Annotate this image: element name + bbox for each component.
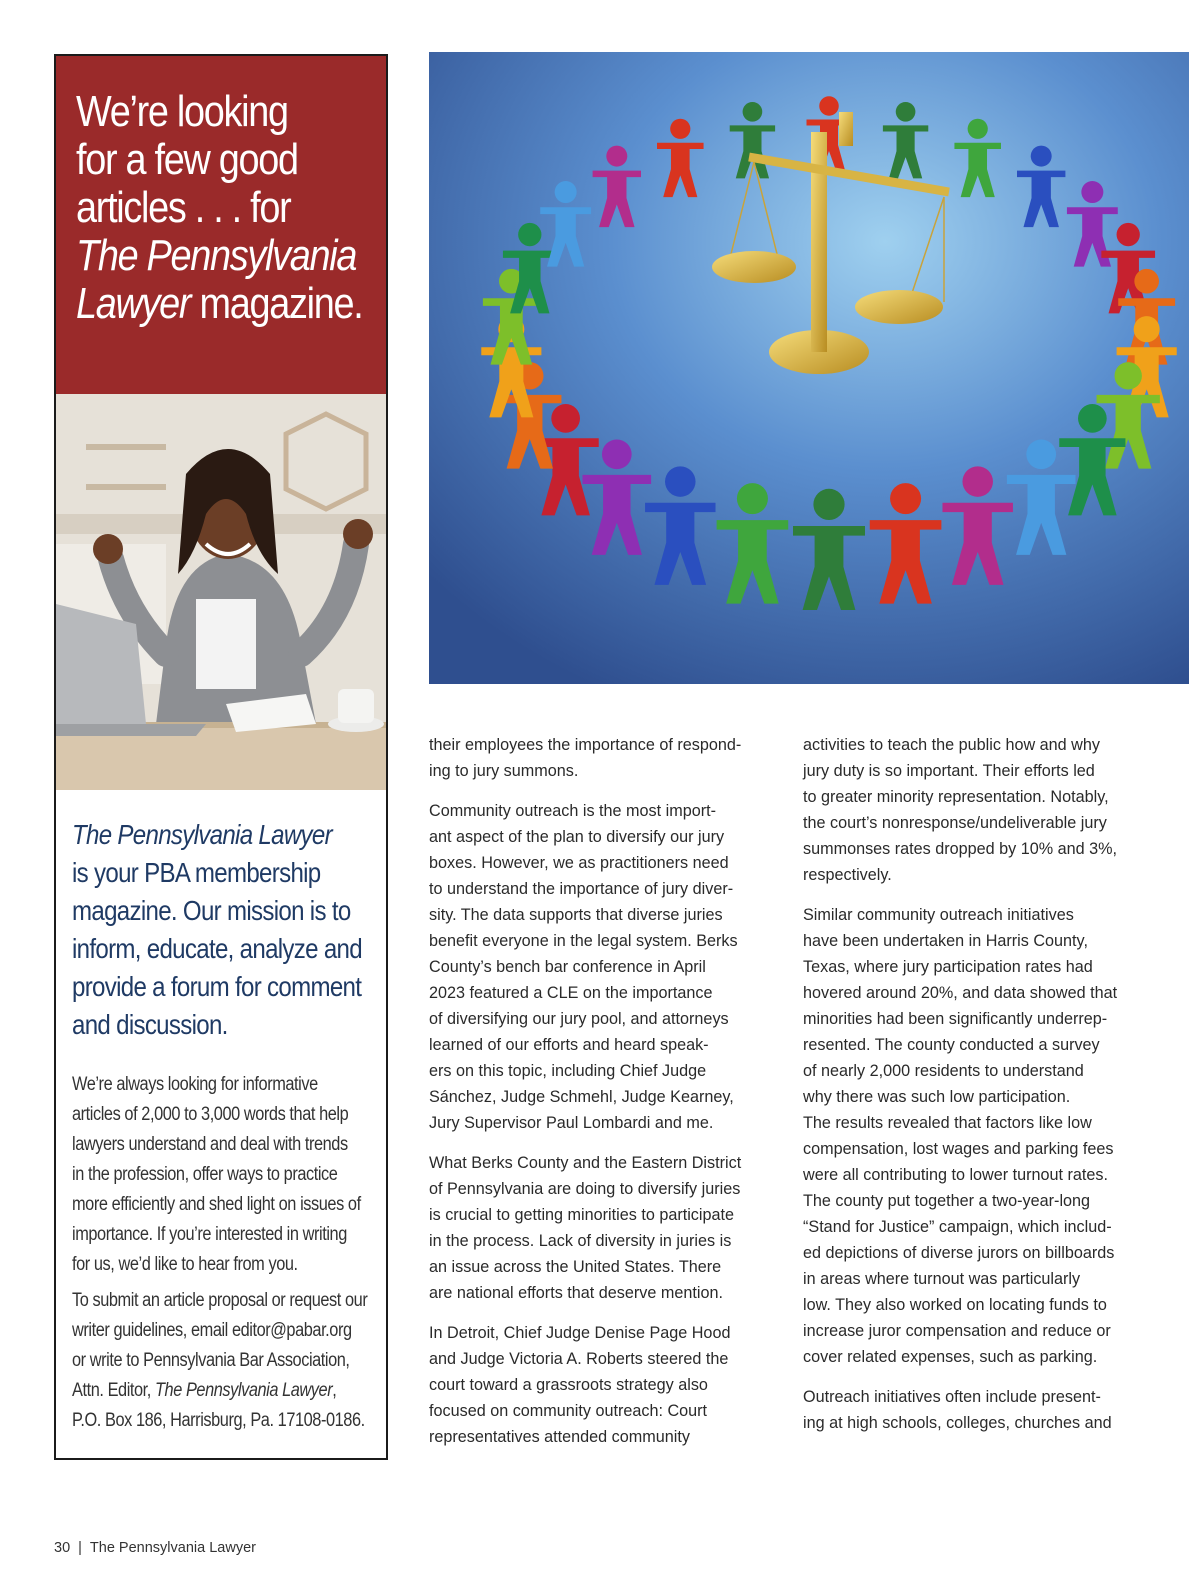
lead-line: and discussion. — [72, 1009, 228, 1040]
text-line: compensation, lost wages and parking fees — [803, 1140, 1114, 1158]
text-line: ing at high schools, colleges, churches and — [803, 1414, 1112, 1432]
text-line: Jury Supervisor Paul Lombardi and me. — [429, 1114, 714, 1132]
text-line: an issue across the United States. There — [429, 1258, 722, 1276]
text-line: to understand the importance of jury diver- — [429, 880, 734, 898]
page-number: 30 — [54, 1540, 71, 1556]
paper-people-circle-illustration — [429, 52, 1189, 684]
text-line: activities to teach the public how and why — [803, 736, 1100, 754]
text-line: jury duty is so important. Their efforts led — [803, 762, 1095, 780]
text-line: in the process. Lack of diversity in juries is — [429, 1232, 732, 1250]
text-line: What Berks County and the Eastern District — [429, 1154, 742, 1172]
text-line: respectively. — [803, 866, 892, 884]
woman-celebrating-photo — [56, 394, 386, 790]
text-line: of nearly 2,000 residents to understand — [803, 1062, 1084, 1080]
text-line: Sánchez, Judge Schmehl, Judge Kearney, — [429, 1088, 734, 1106]
article-paragraph — [429, 1150, 774, 1306]
publication-name: The Pennsylvania Lawyer — [89, 1540, 256, 1556]
text-line: ed depictions of diverse jurors on billboards — [803, 1244, 1115, 1262]
text-line: “Stand for Justice” campaign, which includ- — [803, 1218, 1112, 1236]
text-line: to greater minority representation. Notably, — [803, 788, 1109, 806]
text-line: cover related expenses, such as parking. — [803, 1348, 1098, 1366]
text-line: and Judge Victoria A. Roberts steered the — [429, 1350, 729, 1368]
lead-line: The Pennsylvania Lawyer — [72, 819, 332, 850]
text-line: is crucial to getting minorities to participate — [429, 1206, 735, 1224]
text-line: have been undertaken in Harris County, — [803, 932, 1088, 950]
text-line: The county put together a two-year-long — [803, 1192, 1091, 1210]
article-paragraph — [803, 902, 1148, 1370]
text-line: ant aspect of the plan to diversify our jury — [429, 828, 725, 846]
text-line: the court’s nonresponse/undeliverable jury — [803, 814, 1107, 832]
article-paragraph — [429, 798, 774, 1136]
headline-line: articles . . . for — [76, 183, 291, 232]
text-line: County’s bench bar conference in April — [429, 958, 706, 976]
headline-line: We’re looking — [76, 87, 288, 136]
text-line: ers on this topic, including Chief Judge — [429, 1062, 707, 1080]
article-column-2 — [803, 732, 1148, 1450]
article-paragraph — [429, 732, 774, 784]
info-line: in the profession, offer ways to practice — [72, 1164, 338, 1185]
footer-separator: | — [78, 1540, 82, 1556]
text-line: The results revealed that factors like low — [803, 1114, 1092, 1132]
info-line: We’re always looking for informative — [72, 1074, 318, 1095]
submit-line: or write to Pennsylvania Bar Association, — [72, 1350, 350, 1371]
ad-header — [56, 56, 386, 394]
text-line: are national efforts that deserve mention. — [429, 1284, 723, 1302]
headline-line — [76, 280, 386, 328]
page-footer — [54, 1540, 256, 1556]
submit-comma: , — [332, 1380, 337, 1401]
info-line: more efficiently and shed light on issues of — [72, 1194, 361, 1215]
text-line: sity. The data supports that diverse juries — [429, 906, 723, 924]
text-line: Similar community outreach initiatives — [803, 906, 1074, 924]
text-line: of Pennsylvania are doing to diversify juries — [429, 1180, 741, 1198]
text-line: in areas where turnout was particularly — [803, 1270, 1081, 1288]
text-line: why there was such low participation. — [803, 1088, 1071, 1106]
woman-at-laptop-illustration — [56, 394, 386, 790]
text-line: minorities had been significantly underrep- — [803, 1010, 1108, 1028]
text-line: hovered around 20%, and data showed that — [803, 984, 1118, 1002]
info-line: for us, we’d like to hear from you. — [72, 1254, 298, 1275]
article-paragraph — [429, 1320, 774, 1450]
submit-line: To submit an article proposal or request our — [72, 1290, 368, 1311]
lead-line: magazine. Our mission is to — [72, 895, 351, 926]
headline-italic: Lawyer — [76, 279, 191, 328]
text-line: 2023 featured a CLE on the importance — [429, 984, 713, 1002]
headline-line: for a few good — [76, 135, 298, 184]
info-line: importance. If you’re interested in writing — [72, 1224, 347, 1245]
info-line: articles of 2,000 to 3,000 words that help — [72, 1104, 349, 1125]
text-line: learned of our efforts and heard speak- — [429, 1036, 709, 1054]
text-line: of diversifying our jury pool, and attorneys — [429, 1010, 729, 1028]
lead-line: provide a forum for comment — [72, 971, 362, 1002]
text-line: resented. The county conducted a survey — [803, 1036, 1100, 1054]
submit-attn: Attn. Editor, — [72, 1380, 155, 1401]
lead-line: inform, educate, analyze and — [72, 933, 362, 964]
submit-magazine-name: The Pennsylvania Lawyer — [154, 1380, 333, 1401]
text-line: summonses rates dropped by 10% and 3%, — [803, 840, 1118, 858]
headline-rest: magazine. — [190, 279, 363, 328]
text-line: In Detroit, Chief Judge Denise Page Hood — [429, 1324, 731, 1342]
submit-line: writer guidelines, email editor@pabar.org — [72, 1320, 352, 1341]
ad-submission-paragraph — [72, 1286, 373, 1436]
text-line: low. They also worked on locating funds to — [803, 1296, 1107, 1314]
lead-line: is your PBA membership — [72, 857, 321, 888]
text-line: boxes. However, we as practitioners need — [429, 854, 729, 872]
scales-of-justice-image — [429, 52, 1189, 684]
article-paragraph — [803, 732, 1148, 888]
text-line: focused on community outreach: Court — [429, 1402, 708, 1420]
text-line: Outreach initiatives often include present- — [803, 1388, 1101, 1406]
text-line: representatives attended community — [429, 1428, 690, 1446]
ad-info-paragraph — [72, 1070, 373, 1280]
ad-lead-paragraph — [72, 816, 373, 1044]
text-line: ing to jury summons. — [429, 762, 579, 780]
submit-line — [72, 1376, 373, 1406]
text-line: increase juror compensation and reduce or — [803, 1322, 1111, 1340]
text-line: Community outreach is the most import- — [429, 802, 716, 820]
headline-line: The Pennsylvania — [76, 231, 357, 280]
ad-body — [72, 816, 372, 1436]
info-line: lawyers understand and deal with trends — [72, 1134, 348, 1155]
submit-line: P.O. Box 186, Harrisburg, Pa. 17108-0186. — [72, 1410, 365, 1431]
sidebar-ad — [54, 54, 388, 1460]
text-line: were all contributing to lower turnout rates. — [803, 1166, 1109, 1184]
text-line: court toward a grassroots strategy also — [429, 1376, 708, 1394]
article-column-1 — [429, 732, 774, 1464]
ad-headline — [76, 88, 386, 328]
text-line: their employees the importance of respond- — [429, 736, 742, 754]
text-line: Texas, where jury participation rates had — [803, 958, 1093, 976]
article-paragraph — [803, 1384, 1148, 1436]
text-line: benefit everyone in the legal system. Berks — [429, 932, 738, 950]
